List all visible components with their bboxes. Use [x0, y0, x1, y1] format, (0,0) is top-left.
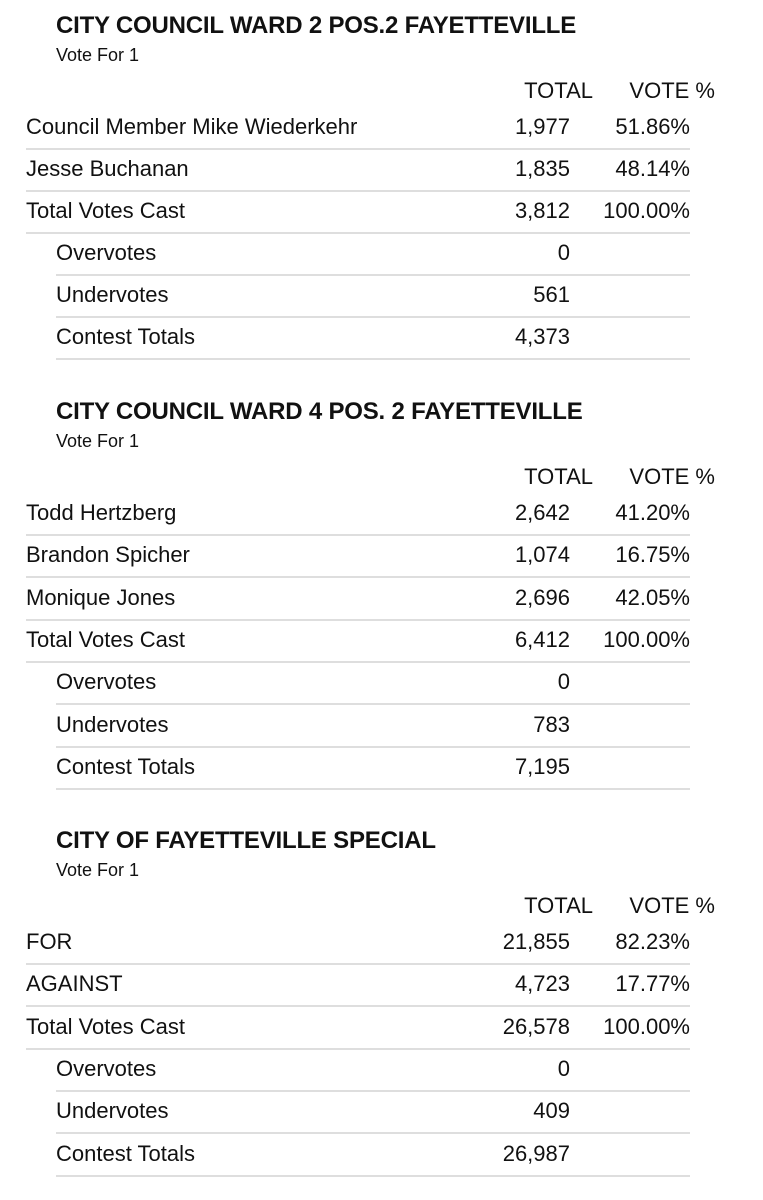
vote-percent-column-header: VOTE % [629, 893, 715, 918]
vote-total: 6,412 [514, 627, 570, 652]
contest-ward-2 [0, 0, 763, 360]
option-row [26, 963, 690, 1007]
row-label: Contest Totals [56, 324, 196, 349]
vote-total: 1,977 [514, 114, 570, 139]
vote-total: 783 [533, 712, 570, 737]
vote-total: 26,987 [502, 1141, 570, 1166]
undervotes-row [56, 704, 690, 748]
vote-percent: 100.00% [603, 627, 690, 652]
vote-percent: 17.77% [615, 971, 690, 996]
vote-total: 26,578 [502, 1014, 570, 1039]
vote-percent: 51.86% [615, 114, 690, 139]
option-row [26, 921, 690, 965]
row-label: Total Votes Cast [26, 627, 185, 652]
candidate-row [26, 577, 690, 621]
vote-for-label: Vote For 1 [56, 431, 140, 451]
total-column-header: TOTAL [524, 893, 593, 918]
overvotes-row [56, 661, 690, 705]
vote-for-label: Vote For 1 [56, 860, 140, 880]
vote-percent: 100.00% [603, 1014, 690, 1039]
row-label: Overvotes [56, 240, 157, 265]
vote-total: 0 [557, 240, 570, 265]
vote-percent: 41.20% [615, 500, 690, 525]
total-votes-cast-row [26, 190, 690, 234]
contest-totals-row [56, 746, 690, 790]
candidate-name: Council Member Mike Wiederkehr [26, 114, 358, 139]
vote-total: 21,855 [502, 929, 570, 954]
candidate-name: Jesse Buchanan [26, 156, 189, 181]
vote-total: 0 [557, 1056, 570, 1081]
candidate-name: Todd Hertzberg [26, 500, 177, 525]
contest-title: CITY COUNCIL WARD 2 POS.2 FAYETTEVILLE [56, 12, 577, 39]
vote-total: 2,696 [514, 585, 570, 610]
candidate-name: Monique Jones [26, 585, 176, 610]
row-label: Overvotes [56, 669, 157, 694]
contest-title: CITY OF FAYETTEVILLE SPECIAL [56, 827, 436, 854]
overvotes-row [56, 232, 690, 276]
vote-total: 1,074 [514, 542, 570, 567]
vote-total: 3,812 [514, 198, 570, 223]
total-column-header: TOTAL [524, 78, 593, 103]
contest-title: CITY COUNCIL WARD 4 POS. 2 FAYETTEVILLE [56, 398, 583, 425]
contest-totals-row [56, 316, 690, 360]
vote-percent-column-header: VOTE % [629, 464, 715, 489]
row-label: Total Votes Cast [26, 1014, 185, 1039]
row-label: Contest Totals [56, 1141, 196, 1166]
row-label: Contest Totals [56, 754, 196, 779]
candidate-row [26, 148, 690, 192]
vote-total: 409 [533, 1098, 570, 1123]
candidate-row [26, 106, 690, 150]
option-name: FOR [26, 929, 73, 954]
option-name: AGAINST [26, 971, 123, 996]
row-label: Total Votes Cast [26, 198, 185, 223]
vote-percent-column-header: VOTE % [629, 78, 715, 103]
undervotes-row [56, 274, 690, 318]
vote-percent: 82.23% [615, 929, 690, 954]
vote-percent: 100.00% [603, 198, 690, 223]
vote-percent: 48.14% [615, 156, 690, 181]
vote-total: 7,195 [514, 754, 570, 779]
row-label: Undervotes [56, 712, 169, 737]
vote-percent: 42.05% [615, 585, 690, 610]
row-label: Undervotes [56, 1098, 169, 1123]
total-votes-cast-row [26, 1006, 690, 1050]
total-votes-cast-row [26, 619, 690, 663]
row-label: Overvotes [56, 1056, 157, 1081]
vote-total: 561 [533, 282, 570, 307]
vote-total: 0 [557, 669, 570, 694]
candidate-name: Brandon Spicher [26, 542, 190, 567]
vote-percent: 16.75% [615, 542, 690, 567]
vote-total: 2,642 [514, 500, 570, 525]
vote-total: 4,373 [514, 324, 570, 349]
candidate-row [26, 492, 690, 536]
contest-totals-row [56, 1133, 690, 1177]
undervotes-row [56, 1090, 690, 1134]
vote-total: 4,723 [514, 971, 570, 996]
vote-for-label: Vote For 1 [56, 45, 140, 65]
contest-special [0, 815, 763, 1200]
overvotes-row [56, 1048, 690, 1092]
candidate-row [26, 534, 690, 578]
row-label: Undervotes [56, 282, 169, 307]
contest-ward-4 [0, 386, 763, 786]
total-column-header: TOTAL [524, 464, 593, 489]
vote-total: 1,835 [514, 156, 570, 181]
